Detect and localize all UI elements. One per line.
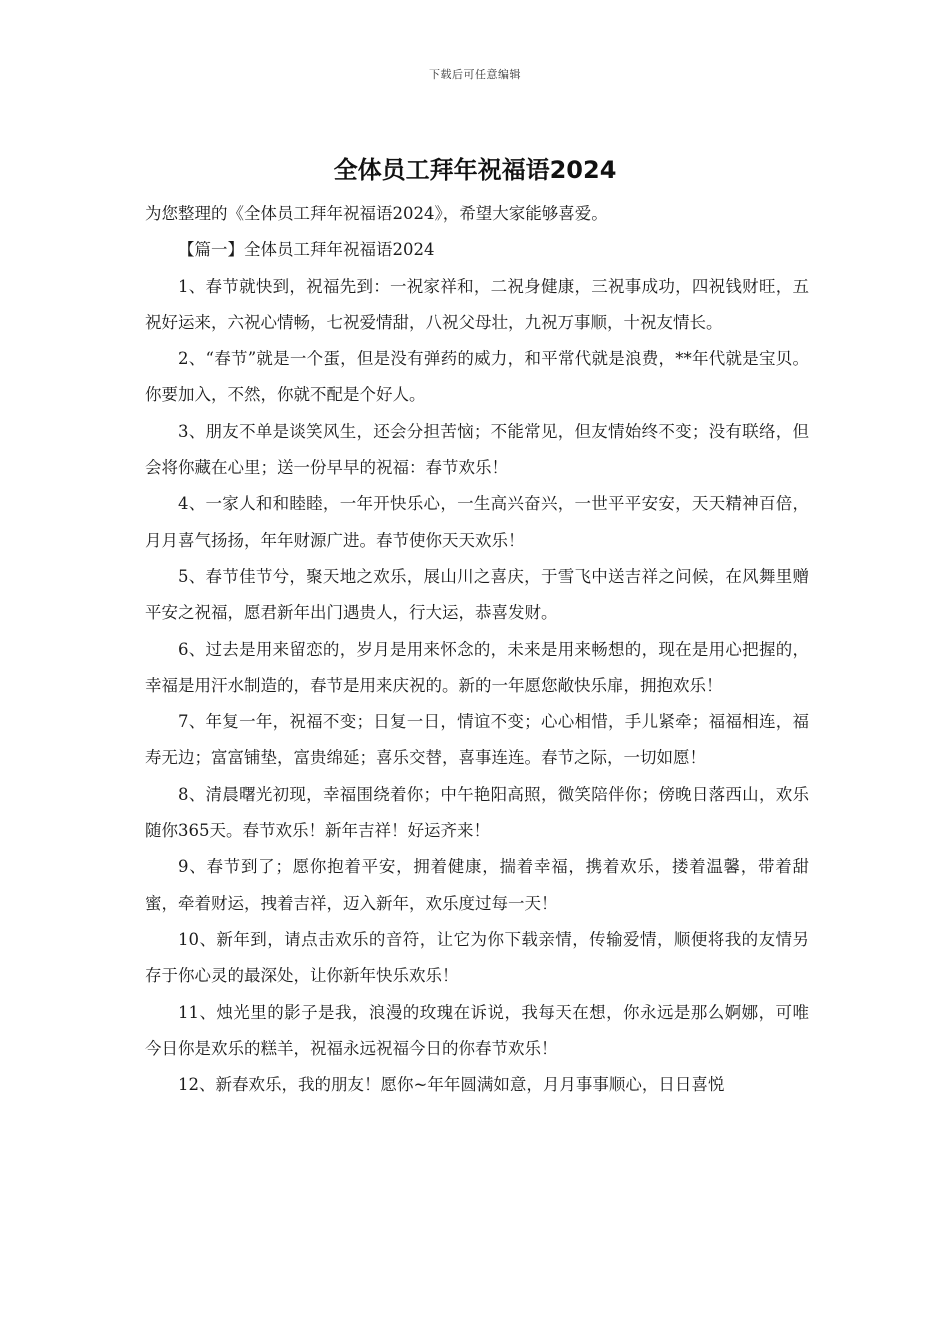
document-body [145,196,809,1103]
paragraph-2: 2、“春节”就是一个蛋，但是没有弹药的威力，和平常代就是浪费，**年代就是宝贝。你要加入，不然，你就不配是个好人。 [145,349,809,405]
paragraph-7: 7、年复一年，祝福不变；日复一日，情谊不变；心心相惜，手儿紧牵；福福相连，福寿无边；富富铺垫，富贵绵延；喜乐交替，喜事连连。春节之际，一切如愿！ [145,712,809,768]
header-note: 下载后可任意编辑 [429,68,521,81]
paragraph-9: 9、春节到了；愿你抱着平安，拥着健康，揣着幸福，携着欢乐，搂着温馨，带着甜蜜，牵着财运，拽着吉祥，迈入新年，欢乐度过每一天！ [145,857,809,913]
paragraph-10: 10、新年到，请点击欢乐的音符，让它为你下载亲情，传输爱情，顺便将我的友情另存于你心灵的最深处，让你新年快乐欢乐！ [145,929,809,986]
paragraph-12: 12、新春欢乐，我的朋友！愿你~年年圆满如意，月月事事顺心，日日喜悦 [178,1075,725,1095]
paragraph-5: 5、春节佳节兮，聚天地之欢乐，展山川之喜庆，于雪飞中送吉祥之问候，在风舞里赠平安之祝福，愿君新年出门遇贵人，行大运，恭喜发财。 [145,566,809,623]
paragraph-11: 11、烛光里的影子是我，浪漫的玫瑰在诉说，我每天在想，你永远是那么婀娜，可唯今日你是欢乐的糕羊，祝福永远祝福今日的你春节欢乐！ [145,1002,809,1058]
intro-paragraph: 为您整理的《全体员工拜年祝福语2024》，希望大家能够喜爱。 [145,204,608,223]
paragraph-3: 3、朋友不单是谈笑风生，还会分担苦恼；不能常见，但友情始终不变；没有联络，但会将你藏在心里；送一份早早的祝福：春节欢乐！ [145,421,809,478]
paragraph-1: 1、春节就快到，祝福先到：一祝家祥和，二祝身健康，三祝事成功，四祝钱财旺，五祝好运来，六祝心情畅，七祝爱情甜，八祝父母壮，九祝万事顺，十祝友情长。 [145,276,809,332]
section-heading: 【篇一】全体员工拜年祝福语2024 [178,240,435,260]
document-title: 全体员工拜年祝福语2024 [333,156,617,184]
paragraph-8: 8、清晨曙光初现，幸福围绕着你；中午艳阳高照，微笑陪伴你；傍晚日落西山，欢乐随你365天。春节欢乐！新年吉祥！好运齐来！ [145,784,809,841]
paragraph-4: 4、一家人和和睦睦，一年开快乐心，一生高兴奋兴，一世平平安安，天天精神百倍，月月喜气扬扬，年年财源广进。春节使你天天欢乐！ [145,494,809,550]
paragraph-6: 6、过去是用来留恋的，岁月是用来怀念的，未来是用来畅想的，现在是用心把握的，幸福是用汗水制造的，春节是用来庆祝的。新的一年愿您敞快乐扉，拥抱欢乐！ [145,639,809,695]
